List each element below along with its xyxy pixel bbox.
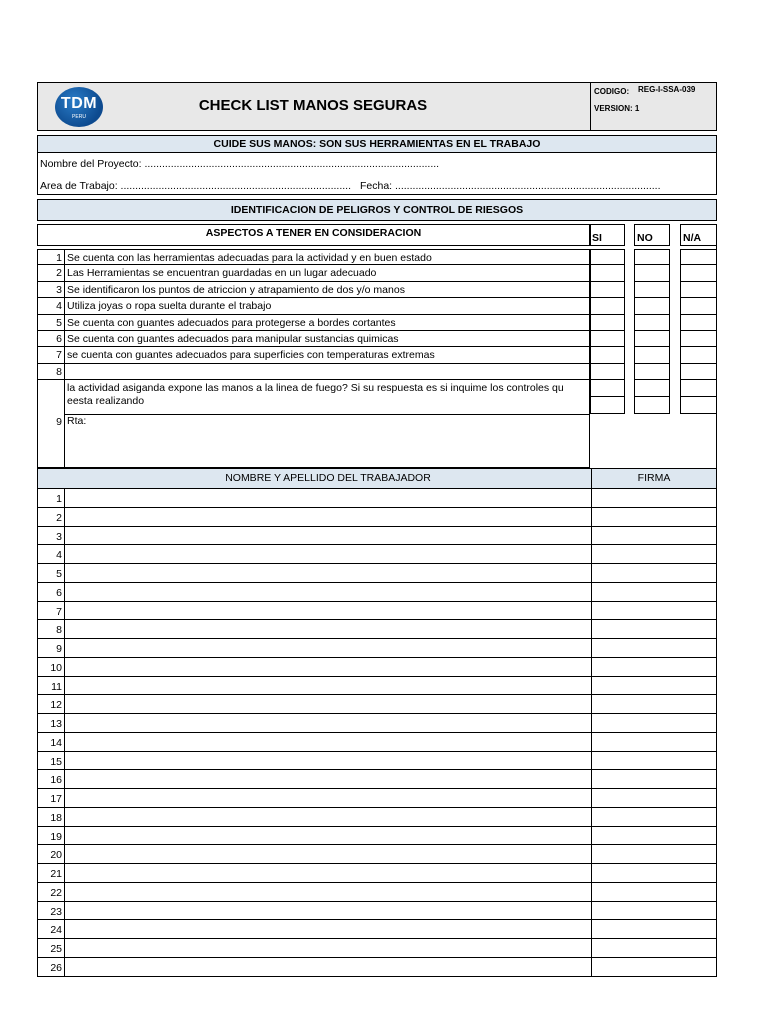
checklist-row [37,249,590,265]
worker-signature-cell[interactable] [591,714,716,732]
worker-row-number: 4 [38,545,65,563]
worker-row-number: 2 [38,508,65,526]
checklist-row-text: Utiliza joyas o ropa suelta durante el trabajo [67,300,272,313]
worker-signature-cell[interactable] [591,639,716,657]
worker-signature-cell[interactable] [591,733,716,751]
worker-row-number: 10 [38,658,65,676]
worker-row[interactable] [37,770,717,789]
aspect-header: ASPECTOS A TENER EN CONSIDERACION [205,227,422,239]
section-banner-hazards: IDENTIFICACION DE PELIGROS Y CONTROL DE RIESGOS [37,199,717,221]
checklist-row [37,347,590,363]
worker-row[interactable] [37,714,717,733]
checklist-row-number: 5 [38,315,65,330]
version-label: VERSION: 1 [594,104,640,113]
worker-signature-cell[interactable] [591,545,716,563]
checklist-row [37,331,590,347]
worker-row[interactable] [37,583,717,602]
worker-signature-cell[interactable] [591,808,716,826]
worker-signature-cell[interactable] [591,752,716,770]
worker-row[interactable] [37,902,717,921]
na-column-header: N/A [683,232,702,244]
project-info [37,152,717,195]
workers-header [37,468,717,489]
checklist-row-number: 7 [38,347,65,362]
worker-row[interactable] [37,545,717,564]
worker-row[interactable] [37,508,717,527]
worker-signature-cell[interactable] [591,789,716,807]
tdm-logo [55,87,103,127]
question-9-answer-label[interactable]: Rta: [67,415,87,427]
worker-row[interactable] [37,864,717,883]
worker-signature-cell[interactable] [591,602,716,620]
worker-name-header: NOMBRE Y APELLIDO DEL TRABAJADOR [225,472,431,484]
worker-row-number: 5 [38,564,65,582]
checklist-row-number: 6 [38,331,65,346]
checklist-row [37,298,590,314]
form-title: CHECK LIST MANOS SEGURAS [198,97,428,114]
checklist-row-text: Se cuenta con guantes adecuados para manipular sustancias quimicas [67,333,399,345]
section-banner-hands: CUIDE SUS MANOS: SON SUS HERRAMIENTAS EN EL TRABAJO [37,135,717,153]
codigo-value: REG-I-SSA-039 [638,85,696,94]
checkbox-column-border [590,246,717,468]
worker-signature-cell[interactable] [591,958,716,976]
worker-row-number: 1 [38,489,65,507]
worker-signature-cell[interactable] [591,883,716,901]
worker-row-number: 17 [38,789,65,807]
worker-signature-cell[interactable] [591,827,716,845]
worker-signature-cell[interactable] [591,527,716,545]
worker-row[interactable] [37,620,717,639]
worker-row-number: 24 [38,920,65,938]
worker-signature-cell[interactable] [591,583,716,601]
worker-row-number: 8 [38,620,65,638]
worker-signature-cell[interactable] [591,564,716,582]
checklist-row-text: Se identificaron los puntos de atriccion y atrapamiento de dos y/o manos [67,283,405,296]
worker-row[interactable] [37,920,717,939]
header-title-cell [38,83,591,130]
worker-row-number: 20 [38,845,65,863]
worker-signature-cell[interactable] [591,902,716,920]
worker-row[interactable] [37,789,717,808]
work-area-field[interactable]: Area de Trabajo: ............................................................................... [40,180,352,192]
checklist-row-text: Las Herramientas se encuentran guardadas en un lugar adecuado [67,267,377,280]
checklist-row-number: 1 [38,250,65,264]
signature-header: FIRMA [591,469,716,488]
checklist-row-text: Se cuenta con las herramientas adecuadas para la actividad y en buen estado [67,252,432,264]
worker-row[interactable] [37,883,717,902]
worker-row[interactable] [37,845,717,864]
worker-row-number: 13 [38,714,65,732]
worker-signature-cell[interactable] [591,489,716,507]
worker-signature-cell[interactable] [591,695,716,713]
worker-row[interactable] [37,695,717,714]
date-field[interactable]: Fecha: ........................................................................................... [360,180,661,192]
worker-signature-cell[interactable] [591,845,716,863]
checklist-row-number: 8 [38,364,65,379]
checklist-row-text: se cuenta con guantes adecuados para superficies con temperaturas extremas [67,349,435,362]
worker-signature-cell[interactable] [591,864,716,882]
worker-row[interactable] [37,808,717,827]
worker-row-number: 21 [38,864,65,882]
worker-row-number: 6 [38,583,65,601]
worker-row[interactable] [37,939,717,958]
worker-row[interactable] [37,752,717,771]
worker-row-number: 7 [38,602,65,620]
worker-row[interactable] [37,489,717,508]
question-9-number: 9 [38,380,65,467]
worker-signature-cell[interactable] [591,920,716,938]
worker-row[interactable] [37,602,717,621]
question-9-text: la actividad asiganda expone las manos a la linea de fuego? Si su respuesta es si inquime los controles qu eesta realizando [67,382,564,407]
worker-row-number: 18 [38,808,65,826]
logo-text: TDM [60,95,98,112]
worker-row-number: 23 [38,902,65,920]
codigo-label: CODIGO: [594,87,630,96]
worker-row[interactable] [37,639,717,658]
checklist-row-text: Se cuenta con guantes adecuados para protegerse a bordes cortantes [67,316,396,329]
worker-row-number: 15 [38,752,65,770]
worker-signature-cell[interactable] [591,677,716,695]
checklist-row [37,282,590,298]
worker-signature-cell[interactable] [591,508,716,526]
worker-row[interactable] [37,958,717,977]
worker-row-number: 25 [38,939,65,957]
worker-row[interactable] [37,827,717,846]
worker-row[interactable] [37,658,717,677]
worker-row[interactable] [37,733,717,752]
question-9 [37,380,590,468]
checklist-row-number: 4 [38,298,65,313]
worker-row[interactable] [37,527,717,546]
project-name-field[interactable]: Nombre del Proyecto: ..................................................................................................... [40,158,440,170]
checklist-row-number: 2 [38,265,65,280]
form-header [37,82,717,131]
worker-signature-cell[interactable] [591,658,716,676]
worker-signature-cell[interactable] [591,770,716,788]
worker-row-number: 22 [38,883,65,901]
checklist-row [37,315,590,331]
si-column-header: SI [592,232,602,244]
checklist-row [37,265,590,281]
logo-subtext: PERU [72,114,86,120]
worker-row-number: 12 [38,695,65,713]
worker-row-number: 16 [38,770,65,788]
no-column-header: NO [637,232,653,244]
worker-row-number: 26 [38,958,65,976]
worker-row-number: 14 [38,733,65,751]
worker-row-number: 3 [38,527,65,545]
worker-signature-cell[interactable] [591,939,716,957]
question-9-divider [65,414,590,415]
worker-row-number: 19 [38,827,65,845]
worker-row-number: 11 [38,677,65,695]
worker-signature-cell[interactable] [591,620,716,638]
worker-row[interactable] [37,564,717,583]
worker-row[interactable] [37,677,717,696]
checklist-row-number: 3 [38,282,65,297]
worker-row-number: 9 [38,639,65,657]
checklist-row [37,364,590,380]
